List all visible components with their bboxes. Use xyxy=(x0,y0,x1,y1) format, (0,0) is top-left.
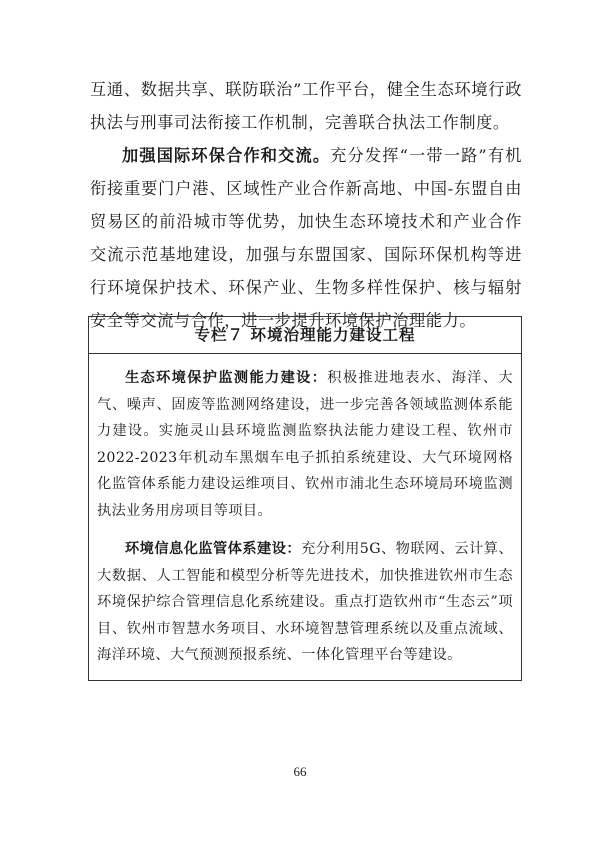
feature-box-item-heading: 生态环境保护监测能力建设： xyxy=(125,370,328,386)
feature-box-item-heading: 环境信息化监管体系建设： xyxy=(125,541,302,557)
paragraph-2-heading: 加强国际环保合作和交流。 xyxy=(122,146,331,165)
body-paragraph-1 xyxy=(90,73,522,139)
paragraph-2-text: 充分发挥“一带一路”有机衔接重要门户港、区域性产业合作新高地、中国-东盟自由贸易区的前沿城市等优势，加快生态环境技术和产业合作交流示范基地建设，加强与东盟国家、国际环保机构等进行环境保护技术、环保产业、生物多样性保护、核与辐射安全等交流与合作，进一步提升环境保护治理能力。 xyxy=(90,146,522,330)
paragraph-1-text: 互通、数据共享、联防联治”工作平台，健全生态环境行政执法与刑事司法衔接工作机制，完善联合执法工作制度。 xyxy=(90,80,522,132)
feature-box-title: 专栏７ 环境治理能力建设工程 xyxy=(89,317,521,354)
body-paragraph-2 xyxy=(90,139,522,337)
page-number: 66 xyxy=(293,764,307,779)
feature-box-item xyxy=(89,536,521,669)
feature-box-item-text: 积极推进地表水、海洋、大气、噪声、固废等监测网络建设，进一步完善各领域监测体系能力建设。实施灵山县环境监测监察执法能力建设工程、钦州市2022-2023年机动车黑烟车电子抓拍系统建设、大气环境网格化监管体系能力建设运维项目、钦州市浦北生态环境局环境监测执法业务用房项目等项目。 xyxy=(97,370,513,519)
feature-box xyxy=(88,316,522,681)
feature-box-item-text: 充分利用5G、物联网、云计算、大数据、人工智能和模型分析等先进技术，加快推进钦州市生态环境保护综合管理信息化系统建设。重点打造钦州市“生态云”项目、钦州市智慧水务项目、水环境智慧管理系统以及重点流域、海洋环境、大气预测预报系统、一体化管理平台等建设。 xyxy=(97,541,513,663)
feature-box-item xyxy=(89,365,521,524)
